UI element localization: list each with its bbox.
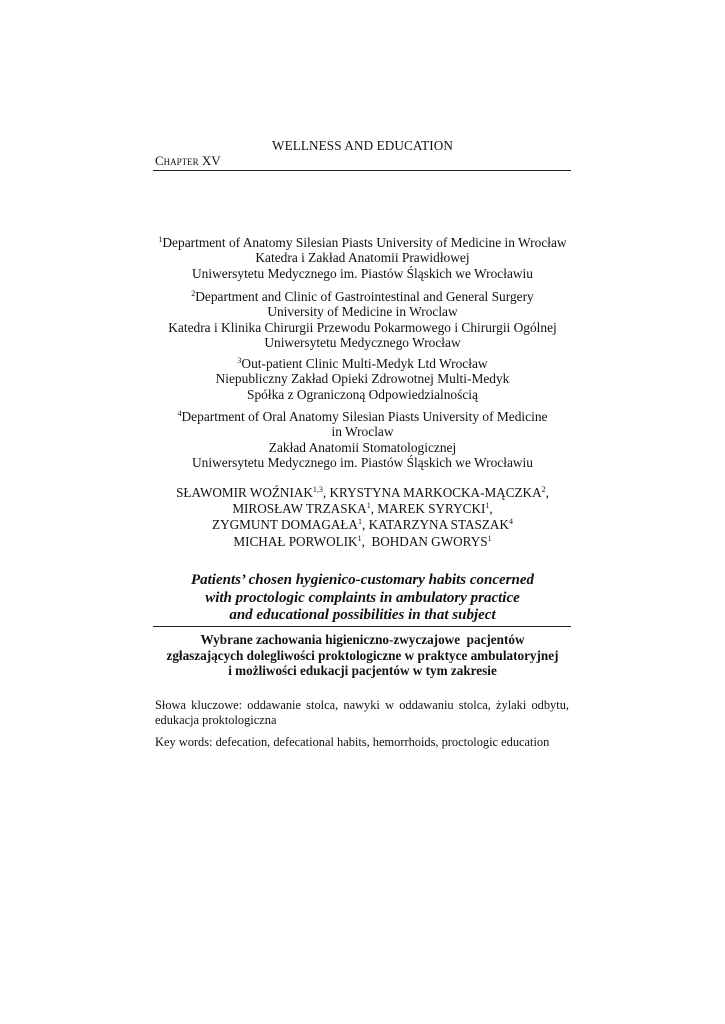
author-name: SŁAWOMIR WOŹNIAK	[176, 485, 313, 500]
title-line: zgłaszających dolegliwości proktologiczne w praktyce ambulatoryjnej	[166, 647, 559, 663]
author-list	[140, 485, 585, 550]
affiliation-line: in Wroclaw	[331, 424, 394, 440]
affiliation-line: $^3$Out-patient Clinic Multi-Medyk Ltd Wrocław	[237, 356, 488, 371]
title-line: with proctologic complaints in ambulatory practice	[205, 589, 520, 606]
affiliation-4	[140, 409, 585, 471]
affiliation-marker: 1	[158, 235, 163, 244]
paper-title-english	[140, 572, 585, 625]
affiliation-1	[140, 235, 585, 281]
title-line: i możliwości edukacji pacjentów w tym zakresie	[228, 663, 497, 678]
affiliation-line: Zakład Anatomii Stomatologicznej	[268, 439, 457, 455]
author-line: MICHAŁ PORWOLIK$^1$, BOHDAN GWORYS$^1$	[233, 533, 492, 549]
author-line: MIROSŁAW TRZASKA$^1$, MAREK SYRYCKI$^1$,	[232, 501, 493, 517]
affiliation-line: Uniwersytetu Medycznego im. Piastów Śląskich we Wrocławiu	[192, 455, 533, 471]
affiliation-marker: 3	[237, 356, 242, 365]
keywords-polish: Słowa kluczowe: oddawanie stolca, nawyki w oddawaniu stolca, żylaki odbytu, edukacja proktologiczna	[155, 698, 569, 727]
author-name: ZYGMUNT DOMAGAŁA	[212, 517, 358, 533]
affiliation-line: Niepubliczny Zakład Opieki Zdrowotnej Multi-Medyk	[215, 371, 510, 387]
affiliation-2	[140, 289, 585, 351]
affiliation-line: Katedra i Klinika Chirurgii Przewodu Pokarmowego i Chirurgii Ogólnej	[168, 319, 557, 335]
affiliation-marker: 2	[191, 289, 196, 298]
author-name: KRYSTYNA MARKOCKA-MĄCZKA	[329, 485, 542, 500]
author-line: ZYGMUNT DOMAGAŁA$^1$, KATARZYNA STASZAK$^4$	[212, 517, 513, 533]
title-line: Wybrane zachowania higieniczno-zwyczajowe pacjentów	[200, 632, 525, 647]
chapter-label: Chapter XV	[155, 153, 221, 168]
affiliation-line: Uniwersytetu Medycznego Wrocław	[264, 335, 461, 351]
affiliation-line: University of Medicine in Wroclaw	[267, 304, 458, 320]
paper-title-polish	[140, 632, 585, 679]
author-name: KATARZYNA STASZAK	[368, 517, 509, 533]
title-rule	[153, 626, 571, 627]
affiliation-marker: 4	[177, 409, 182, 418]
affiliation-line: $^1$Department of Anatomy Silesian Piasts University of Medicine in Wrocław	[158, 235, 567, 250]
affiliation-line: Uniwersytetu Medycznego im. Piastów Śląskich we Wrocławiu	[192, 265, 533, 281]
author-name: BOHDAN GWORYS	[371, 533, 488, 549]
author-name: MAREK SYRYCKI	[377, 501, 486, 517]
author-name: MICHAŁ PORWOLIK	[233, 533, 358, 549]
affiliation-line: $^4$Department of Oral Anatomy Silesian Piasts University of Medicine	[177, 409, 548, 424]
title-line: and educational possibilities in that subject	[229, 607, 496, 624]
title-line: Patients’ chosen hygienico-customary habits concerned	[190, 572, 535, 588]
affiliation-line: Katedra i Zakład Anatomii Prawidłowej	[255, 250, 470, 266]
affiliation-line: $^2$Department and Clinic of Gastrointestinal and General Surgery	[191, 289, 534, 304]
keywords-english: Key words: defecation, defecational habits, hemorrhoids, proctologic education	[155, 735, 550, 749]
running-head: WELLNESS AND EDUCATION	[272, 138, 453, 153]
affiliation-3	[140, 356, 585, 402]
author-line: SŁAWOMIR WOŹNIAK$^{1,3}$, KRYSTYNA MARKOCKA-MĄCZKA$^2$,	[176, 485, 549, 500]
author-name: MIROSŁAW TRZASKA	[232, 501, 367, 517]
header-rule	[153, 170, 571, 171]
affiliation-line: Spółka z Ograniczoną Odpowiedzialnością	[247, 386, 478, 402]
